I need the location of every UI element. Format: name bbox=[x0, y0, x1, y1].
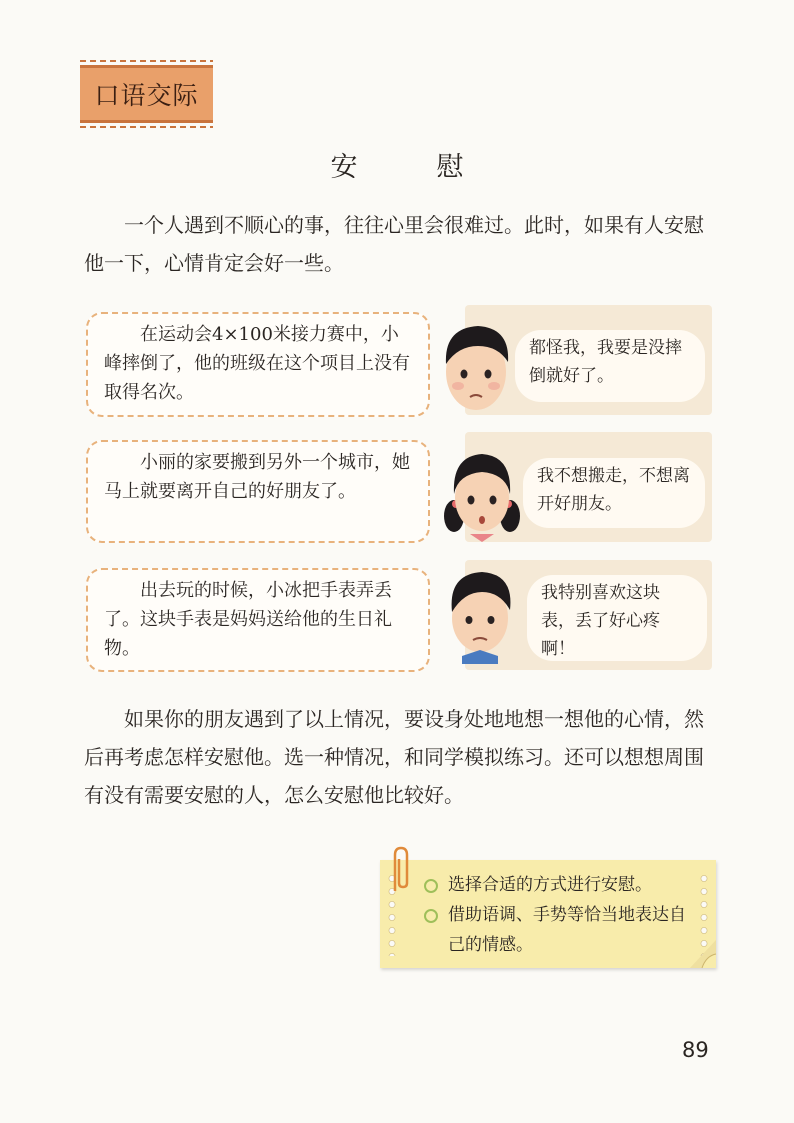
tips-note-card bbox=[380, 860, 716, 968]
tip-item bbox=[424, 900, 686, 960]
circle-bullet-icon bbox=[424, 879, 438, 893]
page-title: 安 慰 bbox=[330, 152, 490, 183]
boy-upset-face-illustration bbox=[442, 560, 522, 670]
page-number: 89 bbox=[682, 1038, 709, 1062]
page-curl-icon bbox=[690, 940, 718, 968]
instruction-paragraph: 如果你的朋友遇到了以上情况，要设身处地地想一想他的心情，然后再考虑怎样安慰他。选一种情况，和同学模拟练习。还可以想想周围有没有需要安慰的人，怎么安慰他比较好。 bbox=[84, 707, 704, 807]
speech-bubble-3: 我特别喜欢这块表，丢了好心疼啊！ bbox=[527, 575, 707, 661]
boy-sad-face-illustration bbox=[438, 312, 518, 422]
speech-bubble-1: 都怪我，我要是没摔倒就好了。 bbox=[515, 330, 705, 402]
scenario-box-2: 小丽的家要搬到另外一个城市，她马上就要离开自己的好朋友了。 bbox=[86, 440, 430, 543]
circle-bullet-icon bbox=[424, 909, 438, 923]
tip-text: 选择合适的方式进行安慰。 bbox=[448, 875, 652, 895]
section-label-text: 口语交际 bbox=[94, 81, 199, 110]
girl-sad-face-illustration bbox=[440, 438, 524, 548]
tip-item bbox=[424, 870, 686, 900]
intro-paragraph: 一个人遇到不顺心的事，往往心里会很难过。此时，如果有人安慰他一下，心情肯定会好一些。 bbox=[84, 213, 704, 275]
paperclip-icon bbox=[385, 845, 415, 895]
scenario-box-1: 在运动会4×100米接力赛中，小峰摔倒了，他的班级在这个项目上没有取得名次。 bbox=[86, 312, 430, 417]
tip-text: 借助语调、手势等恰当地表达自己的情感。 bbox=[448, 905, 686, 955]
speech-bubble-2: 我不想搬走，不想离开好朋友。 bbox=[523, 458, 705, 528]
scenario-box-3: 出去玩的时候，小冰把手表弄丢了。这块手表是妈妈送给他的生日礼物。 bbox=[86, 568, 430, 672]
section-label bbox=[80, 65, 213, 123]
